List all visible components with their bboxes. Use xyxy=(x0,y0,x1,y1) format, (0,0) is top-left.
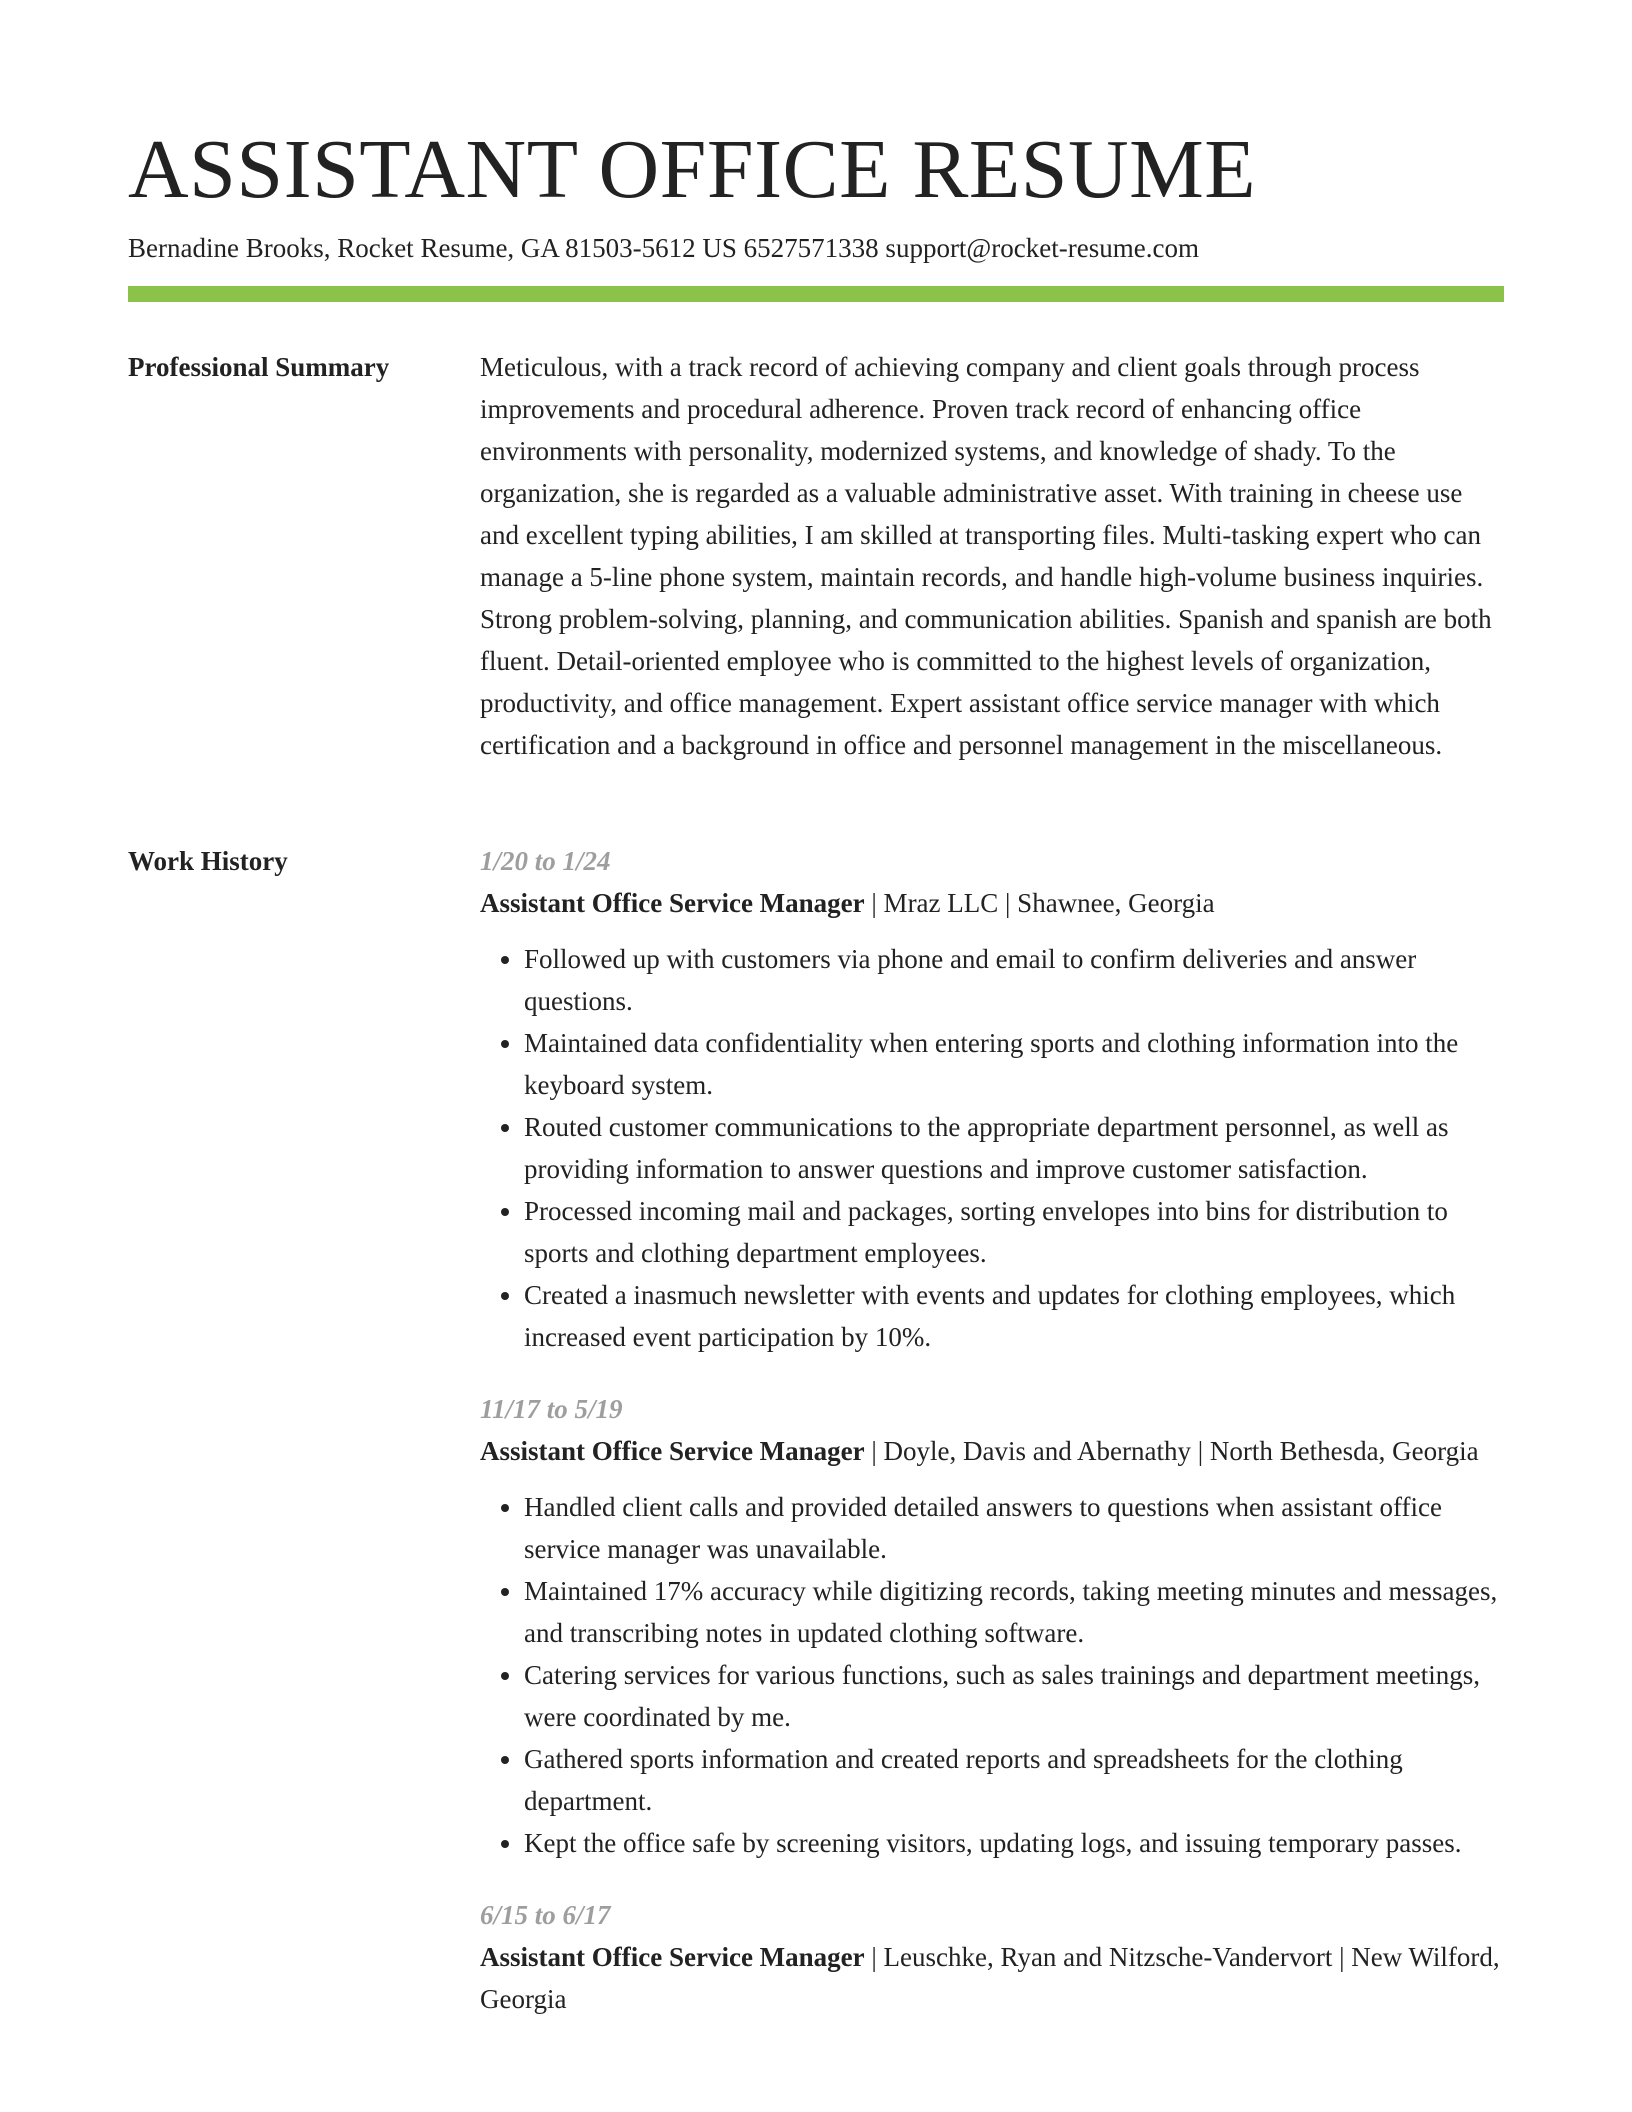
job-duty: • Kept the office safe by screening visitors, updating logs, and issuing temporary passes. xyxy=(524,1822,1504,1864)
job-entry xyxy=(480,1894,1504,2020)
job-duty: • Maintained 17% accuracy while digitizing records, taking meeting minutes and messages, and transcribing notes in updated clothing software. xyxy=(524,1570,1504,1654)
job-duty: • Maintained data confidentiality when entering sports and clothing information into the keyboard system. xyxy=(524,1022,1504,1106)
section-label-work-history: Work History xyxy=(128,846,288,876)
job-employer-location: | Doyle, Davis and Abernathy | North Bethesda, Georgia xyxy=(864,1436,1479,1466)
job-title: Assistant Office Service Manager xyxy=(480,1436,865,1466)
job-duty: • Gathered sports information and created reports and spreadsheets for the clothing department. xyxy=(524,1738,1504,1822)
job-heading xyxy=(480,882,1504,924)
resume-title: ASSISTANT OFFICE RESUME xyxy=(128,123,1257,216)
job-dates: 11/17 to 5/19 xyxy=(480,1394,623,1424)
job-entry xyxy=(480,840,1504,1358)
job-dates: 6/15 to 6/17 xyxy=(480,1900,611,1930)
job-duty: • Catering services for various functions, such as sales trainings and department meetings, were coordinated by me. xyxy=(524,1654,1504,1738)
job-duties-list xyxy=(480,1486,1504,1864)
job-duty: • Routed customer communications to the appropriate department personnel, as well as providing information to answer questions and improve customer satisfaction. xyxy=(524,1106,1504,1190)
contact-info: Bernadine Brooks, Rocket Resume, GA 81503-5612 US 6527571338 support@rocket-resume.com xyxy=(128,233,1199,263)
accent-divider xyxy=(128,286,1504,302)
job-employer-location: | Mraz LLC | Shawnee, Georgia xyxy=(864,888,1215,918)
summary-body xyxy=(480,346,1504,766)
job-duties-list xyxy=(480,938,1504,1358)
job-heading xyxy=(480,1936,1504,2020)
job-duty: • Handled client calls and provided detailed answers to questions when assistant office service manager was unavailable. xyxy=(524,1486,1504,1570)
summary-text: Meticulous, with a track record of achieving company and client goals through process improvements and procedural adherence. Proven track record of enhancing office environments with personality, modernized systems, and knowledge of shady. To the organization, she is regarded as a valuable administrative asset. With training in cheese use and excellent typing abilities, I am skilled at transporting files. Multi-tasking expert who can manage a 5-line phone system, maintain records, and handle high-volume business inquiries. Strong problem-solving, planning, and communication abilities. Spanish and spanish are both fluent. Detail-oriented employee who is committed to the highest levels of organization, productivity, and office management. Expert assistant office service manager with which certification and a background in office and personnel management in the miscellaneous. xyxy=(480,352,1492,760)
section-label-professional-summary: Professional Summary xyxy=(128,352,390,382)
job-title: Assistant Office Service Manager xyxy=(480,888,865,918)
job-duty: • Created a inasmuch newsletter with events and updates for clothing employees, which increased event participation by 10%. xyxy=(524,1274,1504,1358)
job-heading xyxy=(480,1430,1504,1472)
job-entry xyxy=(480,1388,1504,1864)
job-title: Assistant Office Service Manager xyxy=(480,1942,865,1972)
job-duty: • Followed up with customers via phone and email to confirm deliveries and answer questions. xyxy=(524,938,1504,1022)
job-employer-location: | Leuschke, Ryan and Nitzsche-Vandervort | New Wilford, Georgia xyxy=(480,1942,1500,2014)
job-duty: • Processed incoming mail and packages, sorting envelopes into bins for distribution to sports and clothing department employees. xyxy=(524,1190,1504,1274)
job-dates: 1/20 to 1/24 xyxy=(480,846,611,876)
work-history-body xyxy=(480,840,1504,2050)
